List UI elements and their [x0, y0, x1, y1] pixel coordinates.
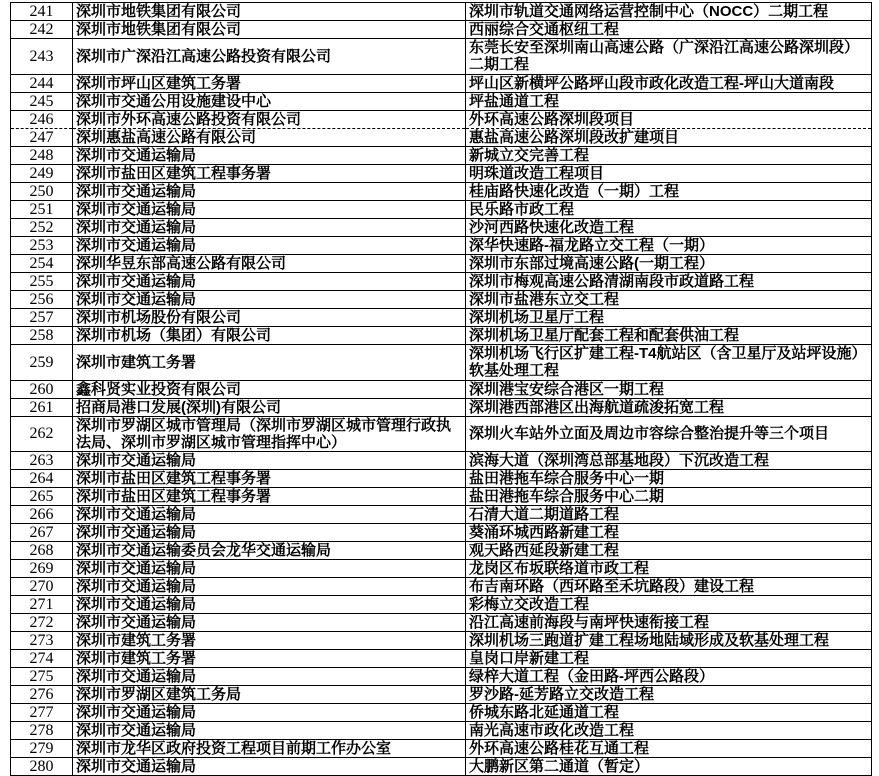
org-cell[interactable]: 深圳市机场（集团）有限公司	[73, 326, 466, 344]
org-cell[interactable]: 深圳市交通运输局	[73, 200, 466, 218]
project-cell[interactable]: 沙河西路快速化改造工程	[466, 218, 872, 236]
org-cell[interactable]: 深圳市交通运输局	[73, 758, 466, 776]
row-number-cell[interactable]: 261	[11, 398, 73, 416]
table-row	[11, 380, 872, 398]
org-cell[interactable]: 深圳市交通运输局	[73, 146, 466, 164]
org-cell[interactable]: 深圳市机场股份有限公司	[73, 308, 466, 326]
project-cell[interactable]: 深圳机场飞行区扩建工程-T4航站区（含卫星厅及站坪设施）软基处理工程	[466, 344, 872, 380]
row-number-cell[interactable]: 268	[11, 542, 73, 560]
project-cell[interactable]: 盐田港拖车综合服务中心二期	[466, 488, 872, 506]
org-cell[interactable]: 深圳市交通运输委员会龙华交通运输局	[73, 542, 466, 560]
project-cell[interactable]: 西丽综合交通枢纽工程	[466, 21, 872, 39]
table-row	[11, 686, 872, 704]
project-cell[interactable]: 盐田港拖车综合服务中心一期	[466, 470, 872, 488]
row-number-cell[interactable]: 258	[11, 326, 73, 344]
project-cell[interactable]: 沿江高速前海段与南坪快速衔接工程	[466, 614, 872, 632]
row-number-cell[interactable]: 273	[11, 632, 73, 650]
row-number-cell[interactable]: 241	[11, 3, 73, 21]
project-cell[interactable]: 明珠道改造工程项目	[466, 164, 872, 182]
org-cell[interactable]: 深圳市交通运输局	[73, 236, 466, 254]
table-row	[11, 146, 872, 164]
table-row	[11, 218, 872, 236]
row-number-cell[interactable]: 270	[11, 578, 73, 596]
table-row	[11, 470, 872, 488]
table-row	[11, 21, 872, 39]
org-cell[interactable]: 深圳市地铁集团有限公司	[73, 3, 466, 21]
row-number-cell[interactable]: 275	[11, 668, 73, 686]
row-number-cell[interactable]: 271	[11, 596, 73, 614]
table-row	[11, 290, 872, 308]
project-cell[interactable]: 布吉南环路（西环路至禾坑路段）建设工程	[466, 578, 872, 596]
project-cell[interactable]: 罗沙路-延芳路立交改造工程	[466, 686, 872, 704]
project-cell[interactable]: 观天路西延段新建工程	[466, 542, 872, 560]
org-cell[interactable]: 深圳市盐田区建筑工程事务署	[73, 470, 466, 488]
row-number-cell[interactable]: 279	[11, 740, 73, 758]
project-cell[interactable]: 大鹏新区第二通道（暂定）	[466, 758, 872, 776]
org-cell[interactable]: 深圳市建筑工务署	[73, 650, 466, 668]
org-cell[interactable]: 深圳市交通运输局	[73, 668, 466, 686]
row-number-cell[interactable]: 266	[11, 506, 73, 524]
row-number-cell[interactable]: 252	[11, 218, 73, 236]
table-row	[11, 128, 872, 146]
table-row	[11, 758, 872, 776]
table-row	[11, 110, 872, 128]
project-cell[interactable]: 葵涌环城西路新建工程	[466, 524, 872, 542]
row-number-cell[interactable]: 255	[11, 272, 73, 290]
org-cell[interactable]: 深圳市交通运输局	[73, 524, 466, 542]
table-row	[11, 236, 872, 254]
org-cell[interactable]: 深圳市交通运输局	[73, 704, 466, 722]
row-number-cell[interactable]: 244	[11, 74, 73, 92]
org-cell[interactable]: 深圳市交通运输局	[73, 596, 466, 614]
org-cell[interactable]: 深圳市交通运输局	[73, 722, 466, 740]
table-row	[11, 488, 872, 506]
project-cell[interactable]: 皇岗口岸新建工程	[466, 650, 872, 668]
project-cell[interactable]: 深圳机场卫星厅配套工程和配套供油工程	[466, 326, 872, 344]
org-cell[interactable]: 深圳市盐田区建筑工程事务署	[73, 488, 466, 506]
row-number-cell[interactable]: 250	[11, 182, 73, 200]
row-number-cell[interactable]: 278	[11, 722, 73, 740]
table-row	[11, 3, 872, 21]
org-cell[interactable]: 深圳市罗湖区城市管理局（深圳市罗湖区城市管理行政执法局、深圳市罗湖区城市管理指挥中心）	[73, 416, 466, 452]
table-row	[11, 182, 872, 200]
project-cell[interactable]: 彩梅立交改造工程	[466, 596, 872, 614]
project-cell[interactable]: 惠盐高速公路深圳段改扩建项目	[466, 128, 872, 146]
row-number-cell[interactable]: 280	[11, 758, 73, 776]
table-row	[11, 272, 872, 290]
project-cell[interactable]: 深圳港西部港区出海航道疏浚拓宽工程	[466, 398, 872, 416]
project-cell[interactable]: 坪盐通道工程	[466, 92, 872, 110]
table-row	[11, 92, 872, 110]
table-row	[11, 632, 872, 650]
org-cell[interactable]: 深圳市地铁集团有限公司	[73, 21, 466, 39]
row-number-cell[interactable]: 254	[11, 254, 73, 272]
org-cell[interactable]: 深圳市交通运输局	[73, 614, 466, 632]
table-row	[11, 344, 872, 380]
row-number-cell[interactable]: 260	[11, 380, 73, 398]
project-cell[interactable]: 龙岗区布坂联络道市政工程	[466, 560, 872, 578]
table-row	[11, 200, 872, 218]
project-cell[interactable]: 滨海大道（深圳湾总部基地段）下沉改造工程	[466, 452, 872, 470]
table-row	[11, 560, 872, 578]
project-cell[interactable]: 南光高速市政化改造工程	[466, 722, 872, 740]
table-row	[11, 398, 872, 416]
project-cell[interactable]: 新城立交完善工程	[466, 146, 872, 164]
row-number-cell[interactable]: 253	[11, 236, 73, 254]
table-row	[11, 39, 872, 75]
org-cell[interactable]: 深圳市建筑工务署	[73, 632, 466, 650]
table-row	[11, 506, 872, 524]
table-row	[11, 308, 872, 326]
row-number-cell[interactable]: 246	[11, 110, 73, 128]
table-row	[11, 740, 872, 758]
project-cell[interactable]: 深圳市梅观高速公路清湖南段市政道路工程	[466, 272, 872, 290]
project-cell[interactable]: 外环高速公路深圳段项目	[466, 110, 872, 128]
project-cell[interactable]: 深圳火车站外立面及周边市容综合整治提升等三个项目	[466, 416, 872, 452]
org-cell[interactable]: 深圳华昱东部高速公路有限公司	[73, 254, 466, 272]
org-cell[interactable]: 深圳市交通运输局	[73, 560, 466, 578]
org-cell[interactable]: 鑫科贤实业投资有限公司	[73, 380, 466, 398]
org-cell[interactable]: 深圳市坪山区建筑工务署	[73, 74, 466, 92]
table-row	[11, 614, 872, 632]
row-number-cell[interactable]: 251	[11, 200, 73, 218]
org-cell[interactable]: 深圳市盐田区建筑工程事务署	[73, 164, 466, 182]
project-cell[interactable]: 深圳市东部过境高速公路(一期工程）	[466, 254, 872, 272]
project-cell[interactable]: 民乐路市政工程	[466, 200, 872, 218]
row-number-cell[interactable]: 249	[11, 164, 73, 182]
row-number-cell[interactable]: 264	[11, 470, 73, 488]
project-cell[interactable]: 深圳市盐港东立交工程	[466, 290, 872, 308]
table-row	[11, 578, 872, 596]
project-cell[interactable]: 深圳市轨道交通网络运营控制中心（NOCC）二期工程	[466, 3, 872, 21]
org-cell[interactable]: 深圳市交通运输局	[73, 452, 466, 470]
project-cell[interactable]: 深圳机场卫星厅工程	[466, 308, 872, 326]
org-cell[interactable]: 深圳市外环高速公路投资有限公司	[73, 110, 466, 128]
table-row	[11, 452, 872, 470]
row-number-cell[interactable]: 276	[11, 686, 73, 704]
table-row	[11, 164, 872, 182]
row-number-cell[interactable]: 245	[11, 92, 73, 110]
table-row	[11, 74, 872, 92]
table-row	[11, 254, 872, 272]
row-number-cell[interactable]: 257	[11, 308, 73, 326]
row-number-cell[interactable]: 247	[11, 128, 73, 146]
project-cell[interactable]: 石清大道二期道路工程	[466, 506, 872, 524]
org-cell[interactable]: 深圳市建筑工务署	[73, 344, 466, 380]
project-cell[interactable]: 深华快速路-福龙路立交工程（一期）	[466, 236, 872, 254]
table-row	[11, 596, 872, 614]
table-row	[11, 524, 872, 542]
org-cell[interactable]: 深圳市龙华区政府投资工程项目前期工作办公室	[73, 740, 466, 758]
project-cell[interactable]: 坪山区新横坪公路坪山段市政化改造工程-坪山大道南段	[466, 74, 872, 92]
row-number-cell[interactable]: 267	[11, 524, 73, 542]
table-row	[11, 668, 872, 686]
row-number-cell[interactable]: 256	[11, 290, 73, 308]
row-number-cell[interactable]: 242	[11, 21, 73, 39]
row-number-cell[interactable]: 277	[11, 704, 73, 722]
table-row	[11, 722, 872, 740]
table-row	[11, 542, 872, 560]
org-cell[interactable]: 深圳市交通运输局	[73, 290, 466, 308]
org-cell[interactable]: 招商局港口发展(深圳)有限公司	[73, 398, 466, 416]
project-cell[interactable]: 外环高速公路桂花互通工程	[466, 740, 872, 758]
row-number-cell[interactable]: 269	[11, 560, 73, 578]
row-number-cell[interactable]: 248	[11, 146, 73, 164]
org-cell[interactable]: 深圳惠盐高速公路有限公司	[73, 128, 466, 146]
row-number-cell[interactable]: 259	[11, 344, 73, 380]
table-body	[11, 3, 872, 776]
table-row	[11, 704, 872, 722]
org-cell[interactable]: 深圳市交通运输局	[73, 182, 466, 200]
row-number-cell[interactable]: 274	[11, 650, 73, 668]
org-cell[interactable]: 深圳市交通运输局	[73, 272, 466, 290]
org-cell[interactable]: 深圳市广深沿江高速公路投资有限公司	[73, 39, 466, 75]
project-cell[interactable]: 桂庙路快速化改造（一期）工程	[466, 182, 872, 200]
org-cell[interactable]: 深圳市交通公用设施建设中心	[73, 92, 466, 110]
org-cell[interactable]: 深圳市罗湖区建筑工务局	[73, 686, 466, 704]
row-number-cell[interactable]: 243	[11, 39, 73, 75]
project-cell[interactable]: 深圳港宝安综合港区一期工程	[466, 380, 872, 398]
org-cell[interactable]: 深圳市交通运输局	[73, 578, 466, 596]
row-number-cell[interactable]: 263	[11, 452, 73, 470]
table-row	[11, 326, 872, 344]
row-number-cell[interactable]: 262	[11, 416, 73, 452]
table-row	[11, 416, 872, 452]
project-cell[interactable]: 侨城东路北延通道工程	[466, 704, 872, 722]
table-row	[11, 650, 872, 668]
project-cell[interactable]: 深圳机场三跑道扩建工程场地陆域形成及软基处理工程	[466, 632, 872, 650]
project-cell[interactable]: 东莞长安至深圳南山高速公路（广深沿江高速公路深圳段）二期工程	[466, 39, 872, 75]
row-number-cell[interactable]: 272	[11, 614, 73, 632]
org-cell[interactable]: 深圳市交通运输局	[73, 218, 466, 236]
projects-table	[10, 2, 872, 776]
org-cell[interactable]: 深圳市交通运输局	[73, 506, 466, 524]
row-number-cell[interactable]: 265	[11, 488, 73, 506]
project-cell[interactable]: 绿梓大道工程（金田路-坪西公路段）	[466, 668, 872, 686]
